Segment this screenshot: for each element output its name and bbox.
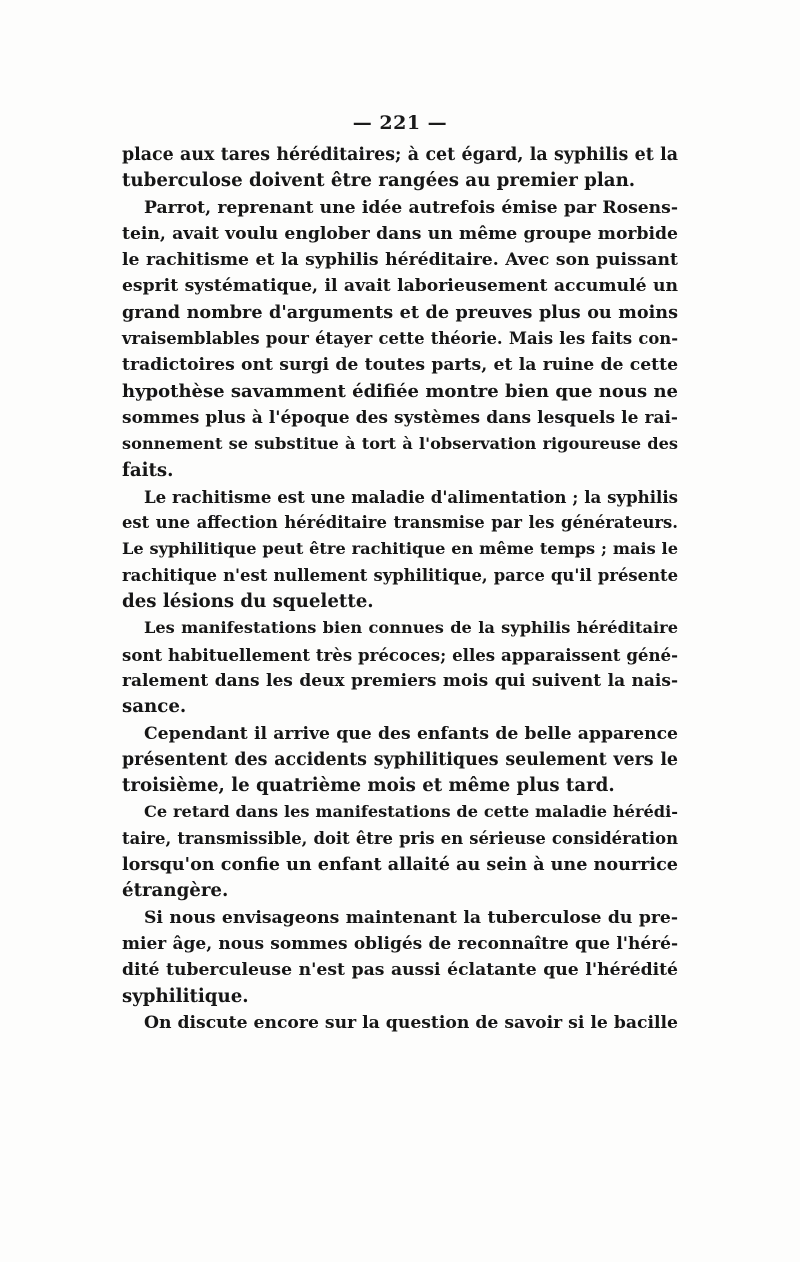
text-line: tein, avait voulu englober dans un même groupe morbide [122,223,678,244]
text-line: sonnement se substitue à tort à l'observation rigoureuse des [122,434,678,454]
text-line: Parrot, reprenant une idée autrefois émise par Rosens- [144,197,678,218]
text-line: est une affection héréditaire transmise par les générateurs. [122,513,678,533]
text-line: esprit systématique, il avait laborieusement accumulé un [122,276,678,297]
text-line: troisième, le quatrième mois et même plus tard. [122,775,615,797]
text-line: taire, transmissible, doit être pris en sérieuse considération [122,828,678,848]
text-line: présentent des accidents syphilitiques seulement vers le [122,749,678,770]
text-line: des lésions du squelette. [122,591,374,613]
text-line: vraisemblables pour étayer cette théorie. Mais les faits con- [122,329,678,349]
text-line: place aux tares héréditaires; à cet égard, la syphilis et la [122,145,678,165]
text-line: sommes plus à l'époque des systèmes dans lesquels le rai- [122,407,678,428]
text-line: sance. [122,696,187,718]
text-line: mier âge, nous sommes obligés de reconnaître que l'héré- [122,933,678,954]
text-line: syphilitique. [122,985,249,1007]
text-line: tuberculose doivent être rangées au premier plan. [122,170,636,192]
page-number: — 221 — [352,112,448,134]
text-line: Si nous envisageons maintenant la tuberculose du pre- [144,907,678,928]
text-line: Le syphilitique peut être rachitique en même temps ; mais le [122,539,678,559]
text-line: On discute encore sur la question de savoir si le bacille [144,1012,678,1033]
text-line: Les manifestations bien connues de la syphilis héréditaire [144,618,678,638]
text-line: sont habituellement très précoces; elles apparaissent géné- [122,644,678,665]
text-line: tradictoires ont surgi de toutes parts, et la ruine de cette [122,355,678,376]
text-line: rachitique n'est nullement syphilitique, parce qu'il présente [122,565,678,585]
text-line: faits. [122,459,174,481]
text-line: étrangère. [122,880,229,902]
text-line: Ce retard dans les manifestations de cette maladie hérédi- [144,802,678,822]
text-line: ralement dans les deux premiers mois qui suivent la nais- [122,670,678,691]
text-line: dité tuberculeuse n'est pas aussi éclatante que l'hérédité [122,960,678,981]
text-line: Le rachitisme est une maladie d'alimentation ; la syphilis [144,486,678,507]
text-line: lorsqu'on confie un enfant allaité au sein à une nourrice [122,854,678,876]
text-line: hypothèse savamment édifiée montre bien que nous ne [122,380,678,402]
text-line: Cependant il arrive que des enfants de belle apparence [144,723,678,744]
text-line: grand nombre d'arguments et de preuves plus ou moins [122,301,678,323]
text-line: le rachitisme et la syphilis héréditaire. Avec son puissant [122,250,678,271]
body-text [122,142,678,1036]
